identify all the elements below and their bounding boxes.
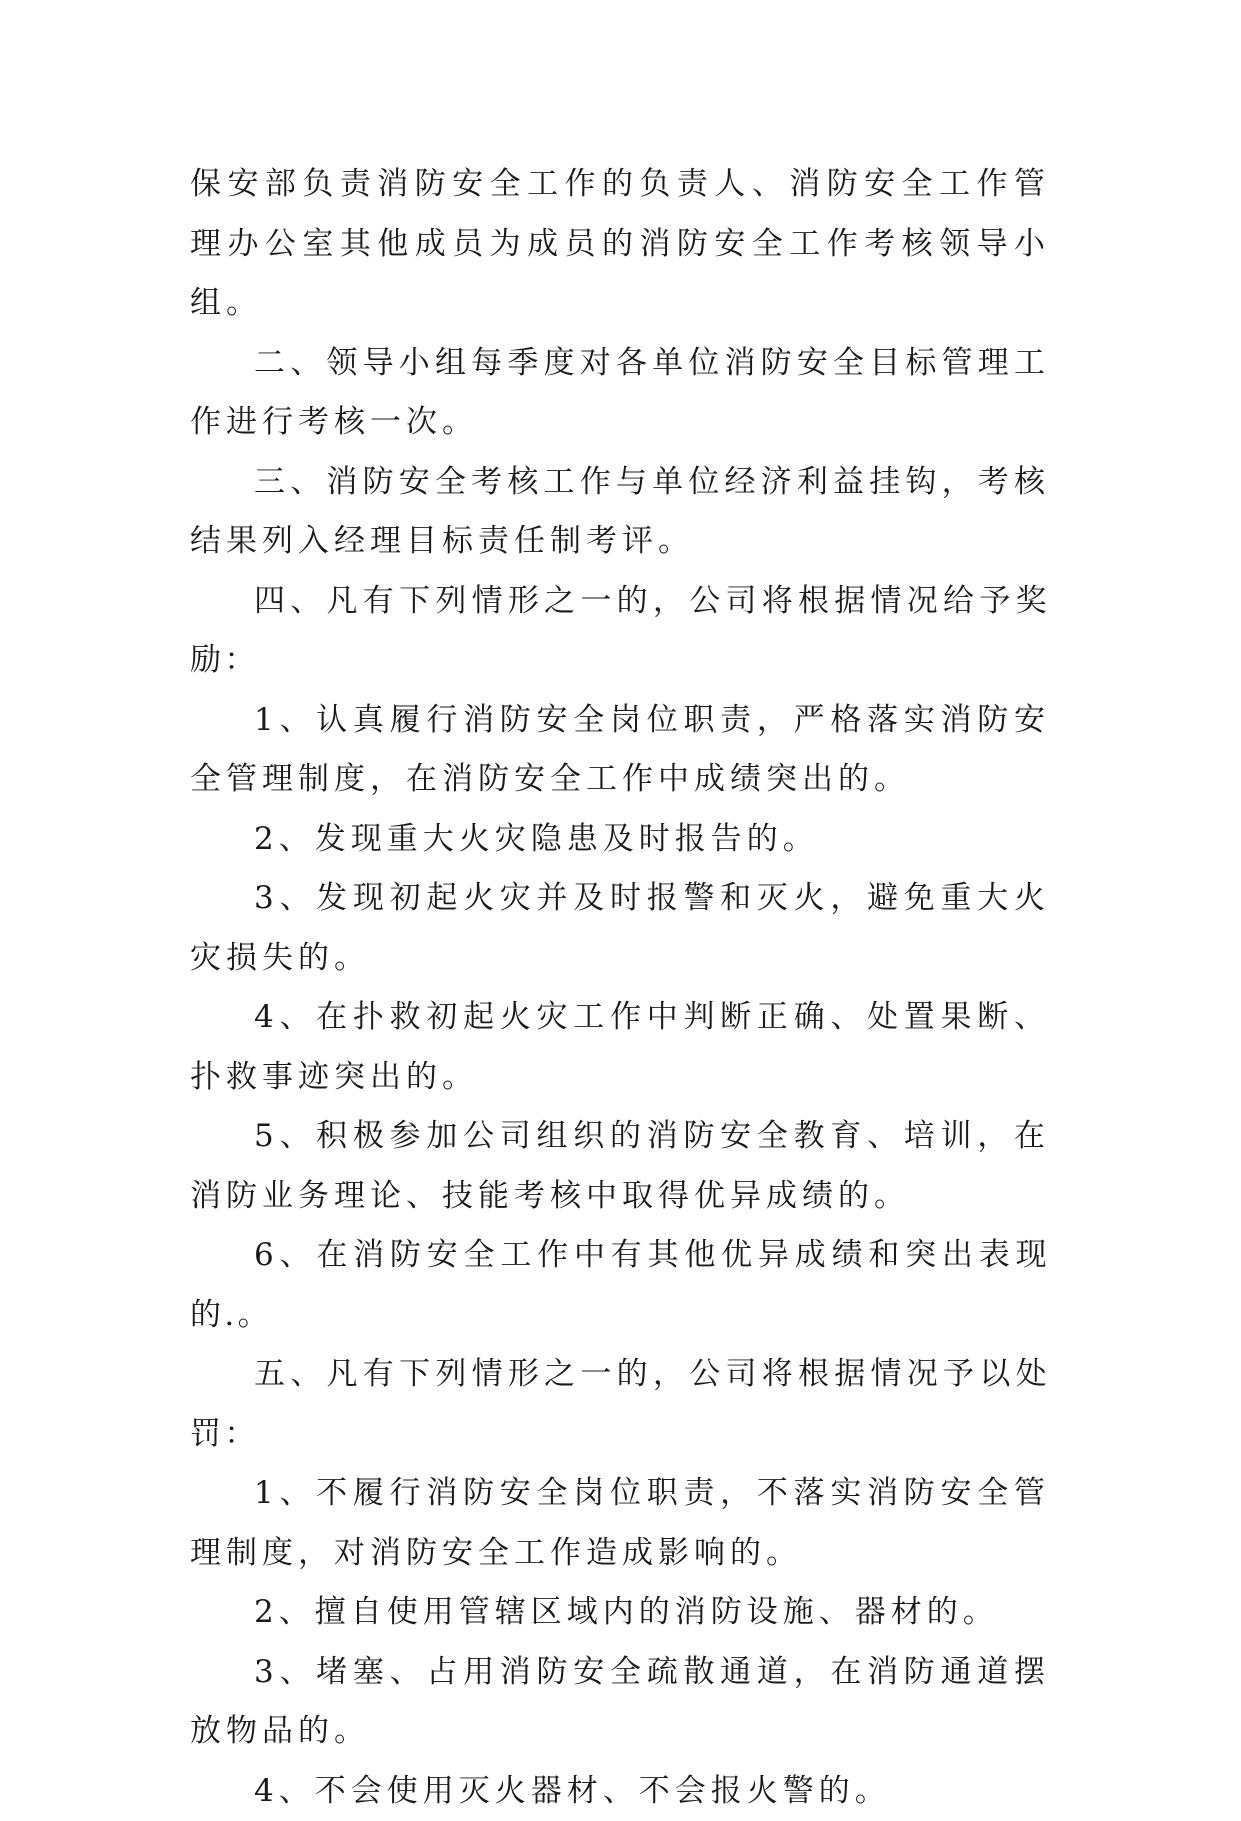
paragraph-reward-3: 3、发现初起火灾并及时报警和灭火，避免重大火灾损失的。 bbox=[190, 869, 1050, 988]
paragraph-penalty-1: 1、不履行消防安全岗位职责，不落实消防安全管理制度，对消防安全工作造成影响的。 bbox=[190, 1464, 1050, 1583]
document-body bbox=[190, 155, 1050, 1821]
paragraph-item-5-heading: 五、凡有下列情形之一的，公司将根据情况予以处罚： bbox=[190, 1345, 1050, 1464]
paragraph-item-3: 三、消防安全考核工作与单位经济利益挂钩，考核结果列入经理目标责任制考评。 bbox=[190, 453, 1050, 572]
paragraph-reward-2: 2、发现重大火灾隐患及时报告的。 bbox=[190, 810, 1050, 870]
paragraph-penalty-2: 2、擅自使用管辖区域内的消防设施、器材的。 bbox=[190, 1583, 1050, 1643]
paragraph-intro: 保安部负责消防安全工作的负责人、消防安全工作管理办公室其他成员为成员的消防安全工作考核领导小组。 bbox=[190, 155, 1050, 334]
paragraph-penalty-3: 3、堵塞、占用消防安全疏散通道，在消防通道摆放物品的。 bbox=[190, 1643, 1050, 1762]
paragraph-reward-1: 1、认真履行消防安全岗位职责，严格落实消防安全管理制度，在消防安全工作中成绩突出的。 bbox=[190, 691, 1050, 810]
paragraph-reward-5: 5、积极参加公司组织的消防安全教育、培训，在消防业务理论、技能考核中取得优异成绩的。 bbox=[190, 1107, 1050, 1226]
paragraph-item-4-heading: 四、凡有下列情形之一的，公司将根据情况给予奖励： bbox=[190, 572, 1050, 691]
paragraph-item-2: 二、领导小组每季度对各单位消防安全目标管理工作进行考核一次。 bbox=[190, 334, 1050, 453]
paragraph-reward-6: 6、在消防安全工作中有其他优异成绩和突出表现的.。 bbox=[190, 1226, 1050, 1345]
paragraph-penalty-4: 4、不会使用灭火器材、不会报火警的。 bbox=[190, 1762, 1050, 1821]
paragraph-reward-4: 4、在扑救初起火灾工作中判断正确、处置果断、扑救事迹突出的。 bbox=[190, 988, 1050, 1107]
